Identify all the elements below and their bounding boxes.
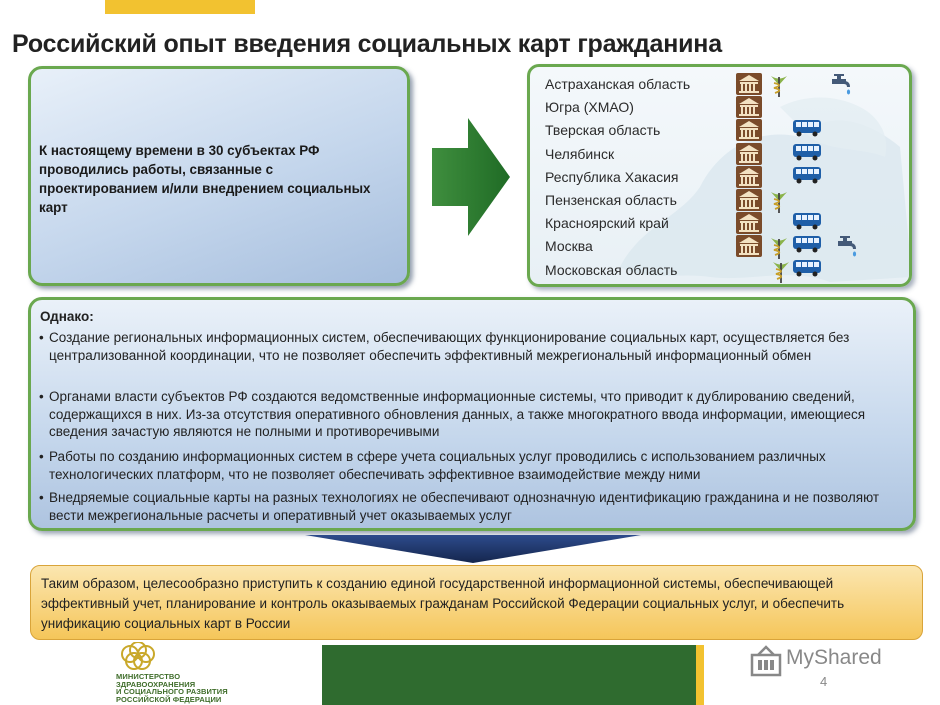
regions-panel bbox=[527, 64, 912, 287]
water-tap-icon bbox=[836, 235, 860, 264]
bullet-dot: • bbox=[39, 330, 44, 345]
bullet-text: Работы по созданию информационных систем в сфере учета социальных услуг проводились с использованием различных технологических платформ, что не позволяет обеспечивать эффективное взаимодействие между ними bbox=[49, 449, 826, 482]
footer-yellow-strip bbox=[696, 645, 704, 705]
conclusion-text: Таким образом, целесообразно приступить к созданию единой государственной информационной системы, обеспечивающей эффективный учет, планирование и контроль оказываемых гражданам Российской Федерации социальных услуг, и обеспечить унификацию социальных карт в России bbox=[41, 576, 845, 631]
page-title: Российский опыт введения социальных карт гражданина bbox=[12, 30, 722, 58]
region-name: Красноярский край bbox=[545, 215, 669, 232]
however-bullet bbox=[39, 489, 909, 524]
bus-icon bbox=[792, 119, 822, 142]
region-name: Московская область bbox=[545, 261, 678, 278]
region-name: Астраханская область bbox=[545, 76, 691, 92]
bus-icon bbox=[792, 166, 822, 189]
footer-green-bar bbox=[322, 645, 696, 705]
bullet-text: Органами власти субъектов РФ создаются ведомственные информационные системы, что приводит к дублированию сведений, содержащихся в них. Из-за отсутствия оперативного обновления данных, а также многократного ввода информации, имеющиеся сведения зачастую являются не полными и противоречивыми bbox=[49, 389, 866, 439]
however-bullet bbox=[39, 448, 909, 483]
page-number: 4 bbox=[820, 674, 828, 689]
bus-icon bbox=[792, 212, 822, 235]
bullet-text: Внедряемые социальные карты на разных технологиях не обеспечивают однозначную идентификацию гражданина и не позволяют вести межрегиональные расчеты и оперативный учет оказываемых услуг bbox=[49, 490, 880, 523]
however-heading: Однако: bbox=[40, 309, 94, 324]
however-box bbox=[28, 297, 916, 531]
intro-text: К настоящему времени в 30 субъектах РФ проводились работы, связанные с проектированием и/или внедрением социальных карт bbox=[39, 143, 371, 215]
bus-icon bbox=[792, 259, 822, 282]
bullet-dot: • bbox=[39, 389, 44, 404]
bullet-dot: • bbox=[39, 490, 44, 505]
logo-line: ЗДРАВООХРАНЕНИЯ bbox=[116, 679, 196, 689]
medical-icon bbox=[770, 259, 792, 287]
bus-icon bbox=[792, 143, 822, 166]
region-name: Пензенская область bbox=[545, 192, 677, 208]
watermark-text: MyShared bbox=[786, 646, 882, 669]
down-arrow-icon bbox=[305, 535, 641, 563]
water-tap-icon bbox=[830, 73, 854, 102]
museum-icon bbox=[736, 235, 762, 262]
logo-line: МИНИСТЕРСТВО bbox=[116, 672, 181, 681]
however-bullet bbox=[39, 388, 909, 441]
bus-icon bbox=[792, 235, 822, 258]
bullet-text: Создание региональных информационных систем, обеспечивающих функционирование социальных карт, осуществляется без централизованной координации, что не позволяет обеспечить эффективный межрегиональный информационный обмен bbox=[49, 330, 850, 363]
region-name: Челябинск bbox=[545, 145, 615, 162]
region-name: Югра (ХМАО) bbox=[545, 99, 634, 116]
however-bullet bbox=[39, 329, 909, 364]
conclusion-box bbox=[30, 565, 923, 640]
bullet-dot: • bbox=[39, 449, 44, 464]
medical-icon bbox=[768, 189, 790, 220]
logo-line: И СОЦИАЛЬНОГО РАЗВИТИЯ bbox=[116, 687, 228, 697]
medical-icon bbox=[768, 73, 790, 104]
region-name: Москва bbox=[545, 238, 593, 255]
intro-box bbox=[28, 66, 410, 286]
right-arrow-icon bbox=[432, 118, 512, 236]
region-name: Тверская область bbox=[545, 122, 661, 139]
top-accent-bar bbox=[105, 0, 255, 14]
region-name: Республика Хакасия bbox=[545, 168, 679, 185]
logo-line: РОССИЙСКОЙ ФЕДЕРАЦИИ bbox=[116, 694, 222, 704]
ministry-logo-text bbox=[116, 673, 228, 703]
myshared-logo-icon bbox=[748, 645, 784, 679]
